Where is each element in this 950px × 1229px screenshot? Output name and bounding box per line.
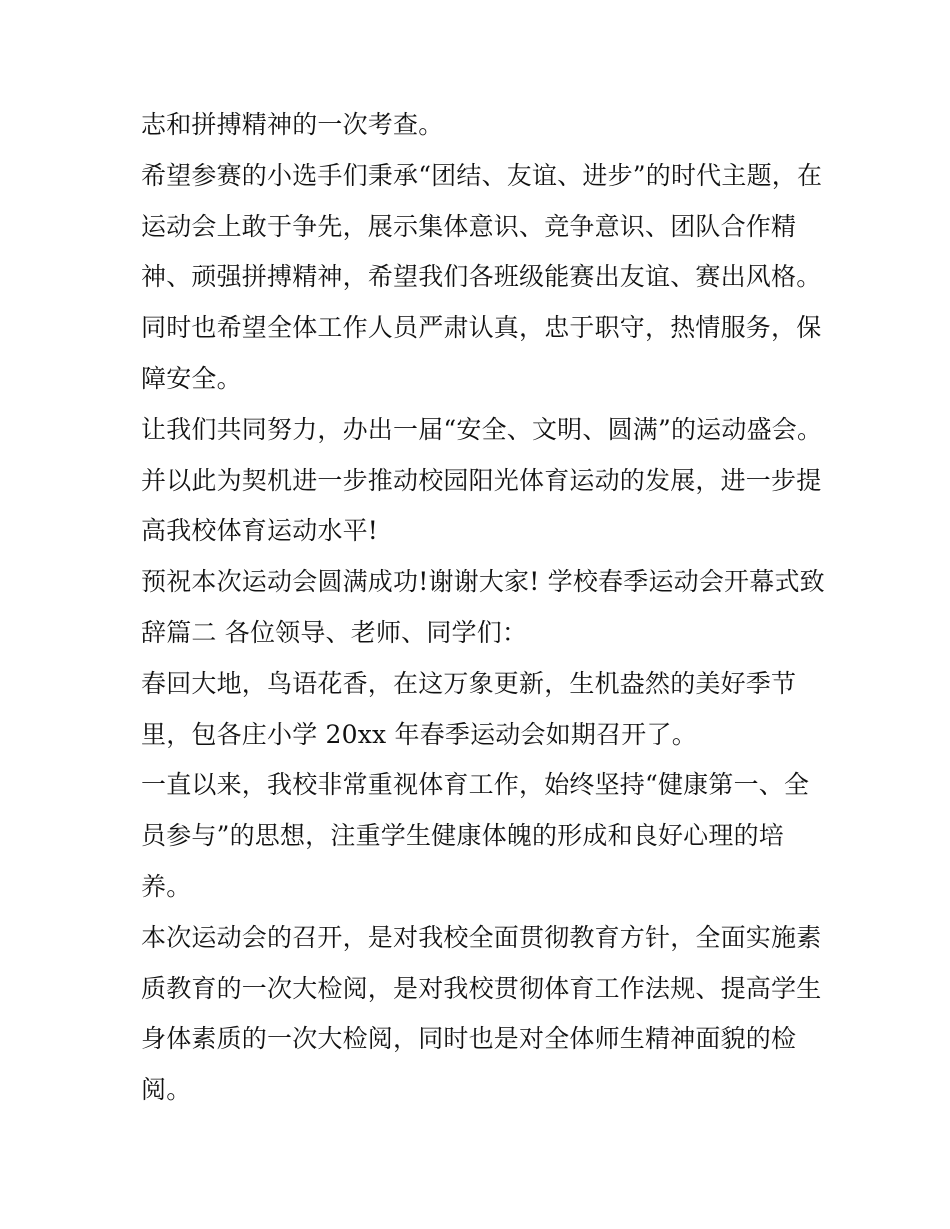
text-line: 养。 — [141, 871, 192, 901]
text-line: 员参与”的思想，注重学生健康体魄的形成和良好心理的培 — [141, 821, 784, 851]
text-line: 同时也希望全体工作人员严肃认真，忠于职守，热情服务，保 — [141, 313, 822, 343]
text-line: 质教育的一次大检阅，是对我校贯彻体育工作法规、提高学生 — [141, 973, 822, 1003]
text-line: 并以此为契机进一步推动校园阳光体育运动的发展，进一步提 — [141, 465, 822, 495]
text-line: 障安全。 — [141, 363, 242, 393]
text-line: 高我校体育运动水平! — [141, 516, 379, 546]
text-line: 神、顽强拼搏精神，希望我们各班级能赛出友谊、赛出风格。 — [141, 262, 822, 292]
text-line: 让我们共同努力，办出一届“安全、文明、圆满”的运动盛会。 — [141, 414, 823, 444]
text-line: 一直以来，我校非常重视体育工作，始终坚持“健康第一、全 — [141, 770, 810, 800]
text-line: 预祝本次运动会圆满成功!谢谢大家! 学校春季运动会开幕式致 — [141, 567, 825, 597]
text-line: 志和拼搏精神的一次考查。 — [141, 110, 444, 139]
text-line: 阅。 — [141, 1075, 192, 1105]
body-text — [141, 100, 825, 1116]
text-line: 春回大地，鸟语花香，在这万象更新，生机盎然的美好季节 — [141, 668, 797, 698]
text-line: 本次运动会的召开，是对我校全面贯彻教育方针，全面实施素 — [141, 922, 822, 952]
text-line: 希望参赛的小选手们秉承“团结、友谊、进步”的时代主题，在 — [141, 160, 823, 190]
text-line: 身体素质的一次大检阅，同时也是对全体师生精神面貌的检 — [141, 1024, 797, 1054]
text-line: 运动会上敢于争先，展示集体意识、竞争意识、团队合作精 — [141, 211, 797, 241]
text-line: 里，包各庄小学 20xx 年春季运动会如期召开了。 — [141, 719, 697, 749]
text-line: 辞篇二 各位领导、老师、同学们： — [141, 617, 528, 647]
